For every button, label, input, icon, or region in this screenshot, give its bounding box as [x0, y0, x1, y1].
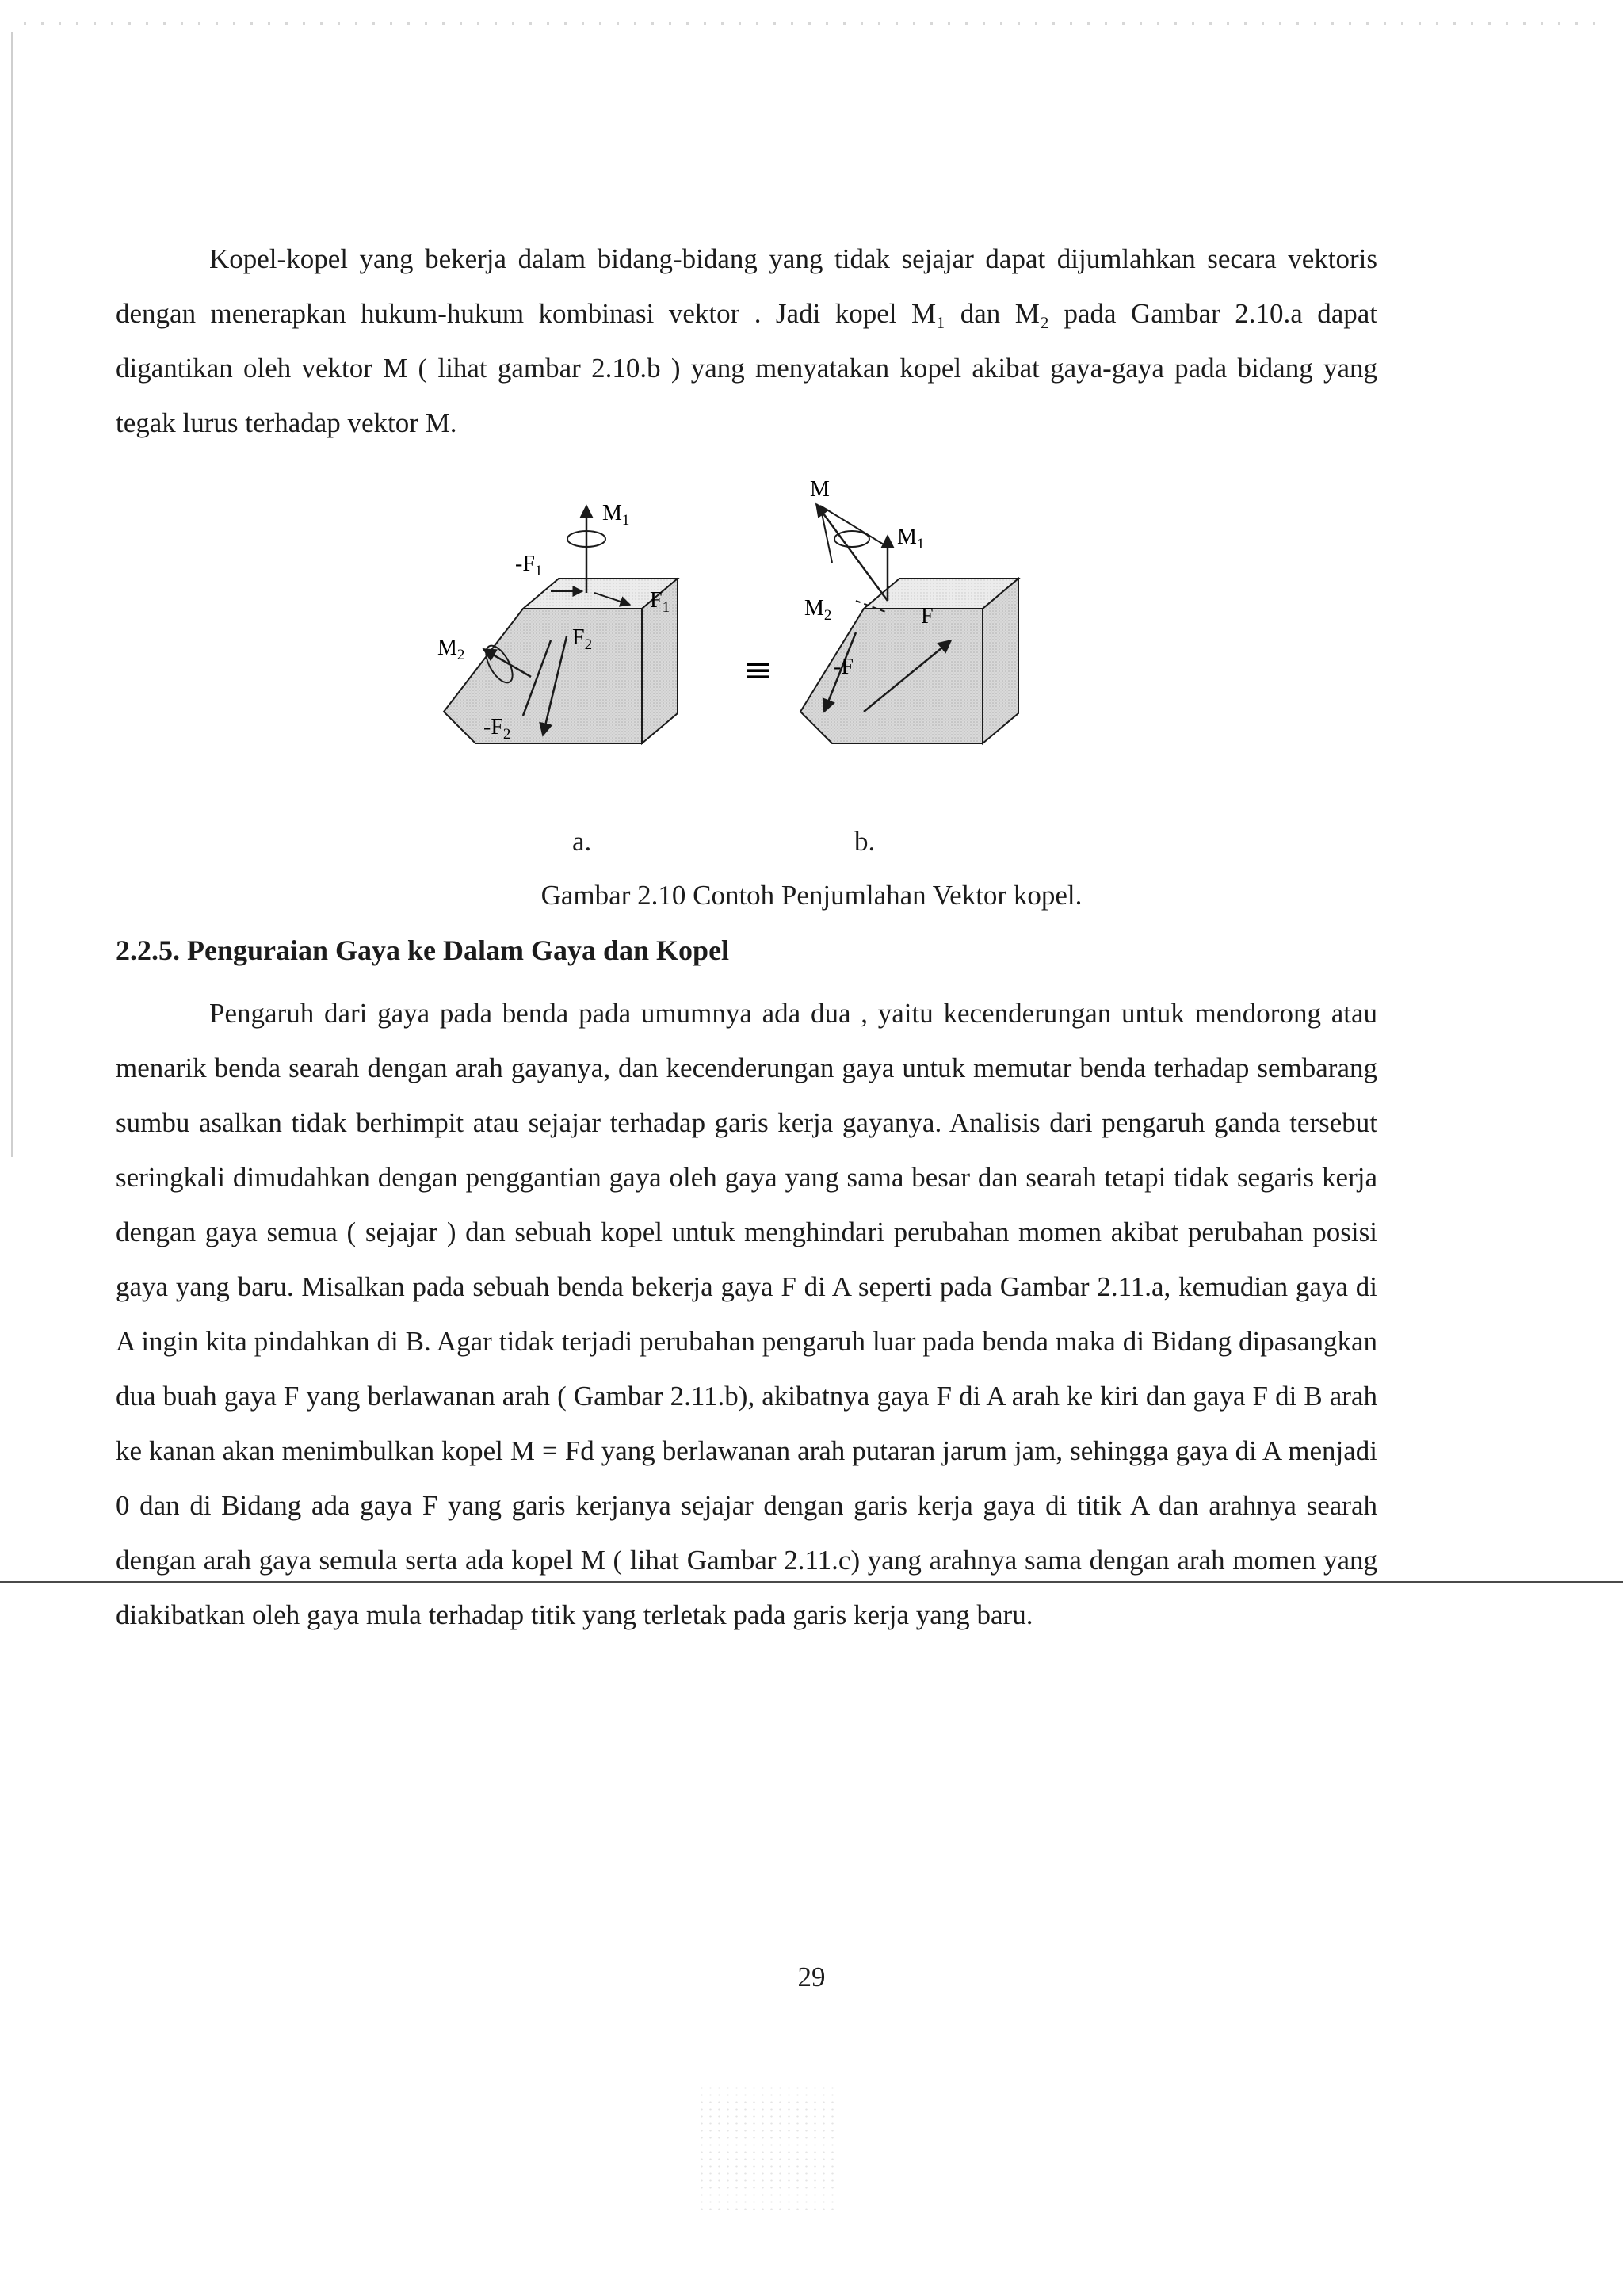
scan-noise-mark [697, 2084, 840, 2211]
figure-couple-vector-sum [412, 474, 1046, 775]
equivalence-symbol: ≡ [743, 650, 773, 690]
page-number: 29 [797, 1962, 826, 1992]
paragraph-penguraian-gaya: Pengaruh dari gaya pada benda pada umumnya ada dua , yaitu kecenderungan untuk mendorong atau menarik benda searah dengan arah gayanya, dan kecenderungan gaya untuk memutar benda terhadap sembarang sumbu asalkan tidak berhimpit atau sejajar terhadap garis kerja gayanya. Analisis dari pengaruh ganda tersebut seringkali dimudahkan dengan penggantian gaya oleh gaya yang sama besar dan searah tetapi tidak segaris kerja dengan gaya semua ( sejajar ) dan sebuah kopel untuk menghindari perubahan momen akibat perubahan posisi gaya yang baru. Misalkan pada sebuah benda bekerja gaya F di A seperti pada Gambar 2.11.a, kemudian gaya di A ingin kita pindahkan di B. Agar tidak terjadi perubahan pengaruh luar pada benda maka di Bidang dipasangkan dua buah gaya F yang berlawanan arah ( Gambar 2.11.b), akibatnya gaya F di A arah ke kiri dan gaya F di B arah ke kanan akan menimbulkan kopel M = Fd yang berlawanan arah putaran jarum jam, sehingga gaya di A menjadi 0 dan di Bidang ada gaya F yang garis kerjanya sejajar dengan garis kerja gaya di titik A dan arahnya searah dengan arah gaya semula serta ada kopel M ( lihat Gambar 2.11.c) yang arahnya sama dengan arah momen yang diakibatkan oleh gaya mula terhadap titik yang terletak pada garis kerja yang baru. [116, 998, 1377, 1630]
label-neg-f1-a: $-F_1$ [515, 552, 543, 579]
section-heading: 2.2.5. Penguraian Gaya ke Dalam Gaya dan Kopel [116, 934, 730, 966]
figure-label-b: b. [854, 826, 876, 857]
label-m1-a: $M_1$ [602, 501, 630, 529]
paragraph-kopel-vektor: Kopel-kopel yang bekerja dalam bidang-bidang yang tidak sejajar dapat dijumlahkan secara vektoris dengan menerapkan hukum-hukum kombinasi vektor . Jadi kopel M₁ dan M₂ pada Gambar 2.10.a dapat digantikan oleh vektor M ( lihat gambar 2.10.b ) yang menyatakan kopel akibat gaya-gaya pada bidang yang tegak lurus terhadap vektor M. [116, 243, 1377, 438]
figure-label-a: a. [572, 826, 592, 857]
label-f-b: F [921, 604, 934, 628]
block-a [444, 506, 678, 743]
label-m-b: M [810, 477, 830, 502]
label-f2-a: $F_2$ [572, 625, 593, 653]
label-f1-a: $F_1$ [650, 588, 670, 616]
label-m2-b: $M_2$ [804, 596, 832, 624]
label-neg-f2-a: $-F_2$ [483, 715, 511, 743]
figure-caption: Gambar 2.10 Contoh Penjumlahan Vektor kopel. [540, 880, 1083, 911]
scan-top-noise [24, 22, 1599, 25]
scan-horizontal-line [0, 1581, 1623, 1583]
scan-page-edge [11, 32, 13, 1157]
label-m2-a: $M_2$ [437, 636, 465, 663]
label-neg-f-b: -F [834, 655, 854, 679]
label-m1-b: $M_1$ [897, 525, 925, 552]
